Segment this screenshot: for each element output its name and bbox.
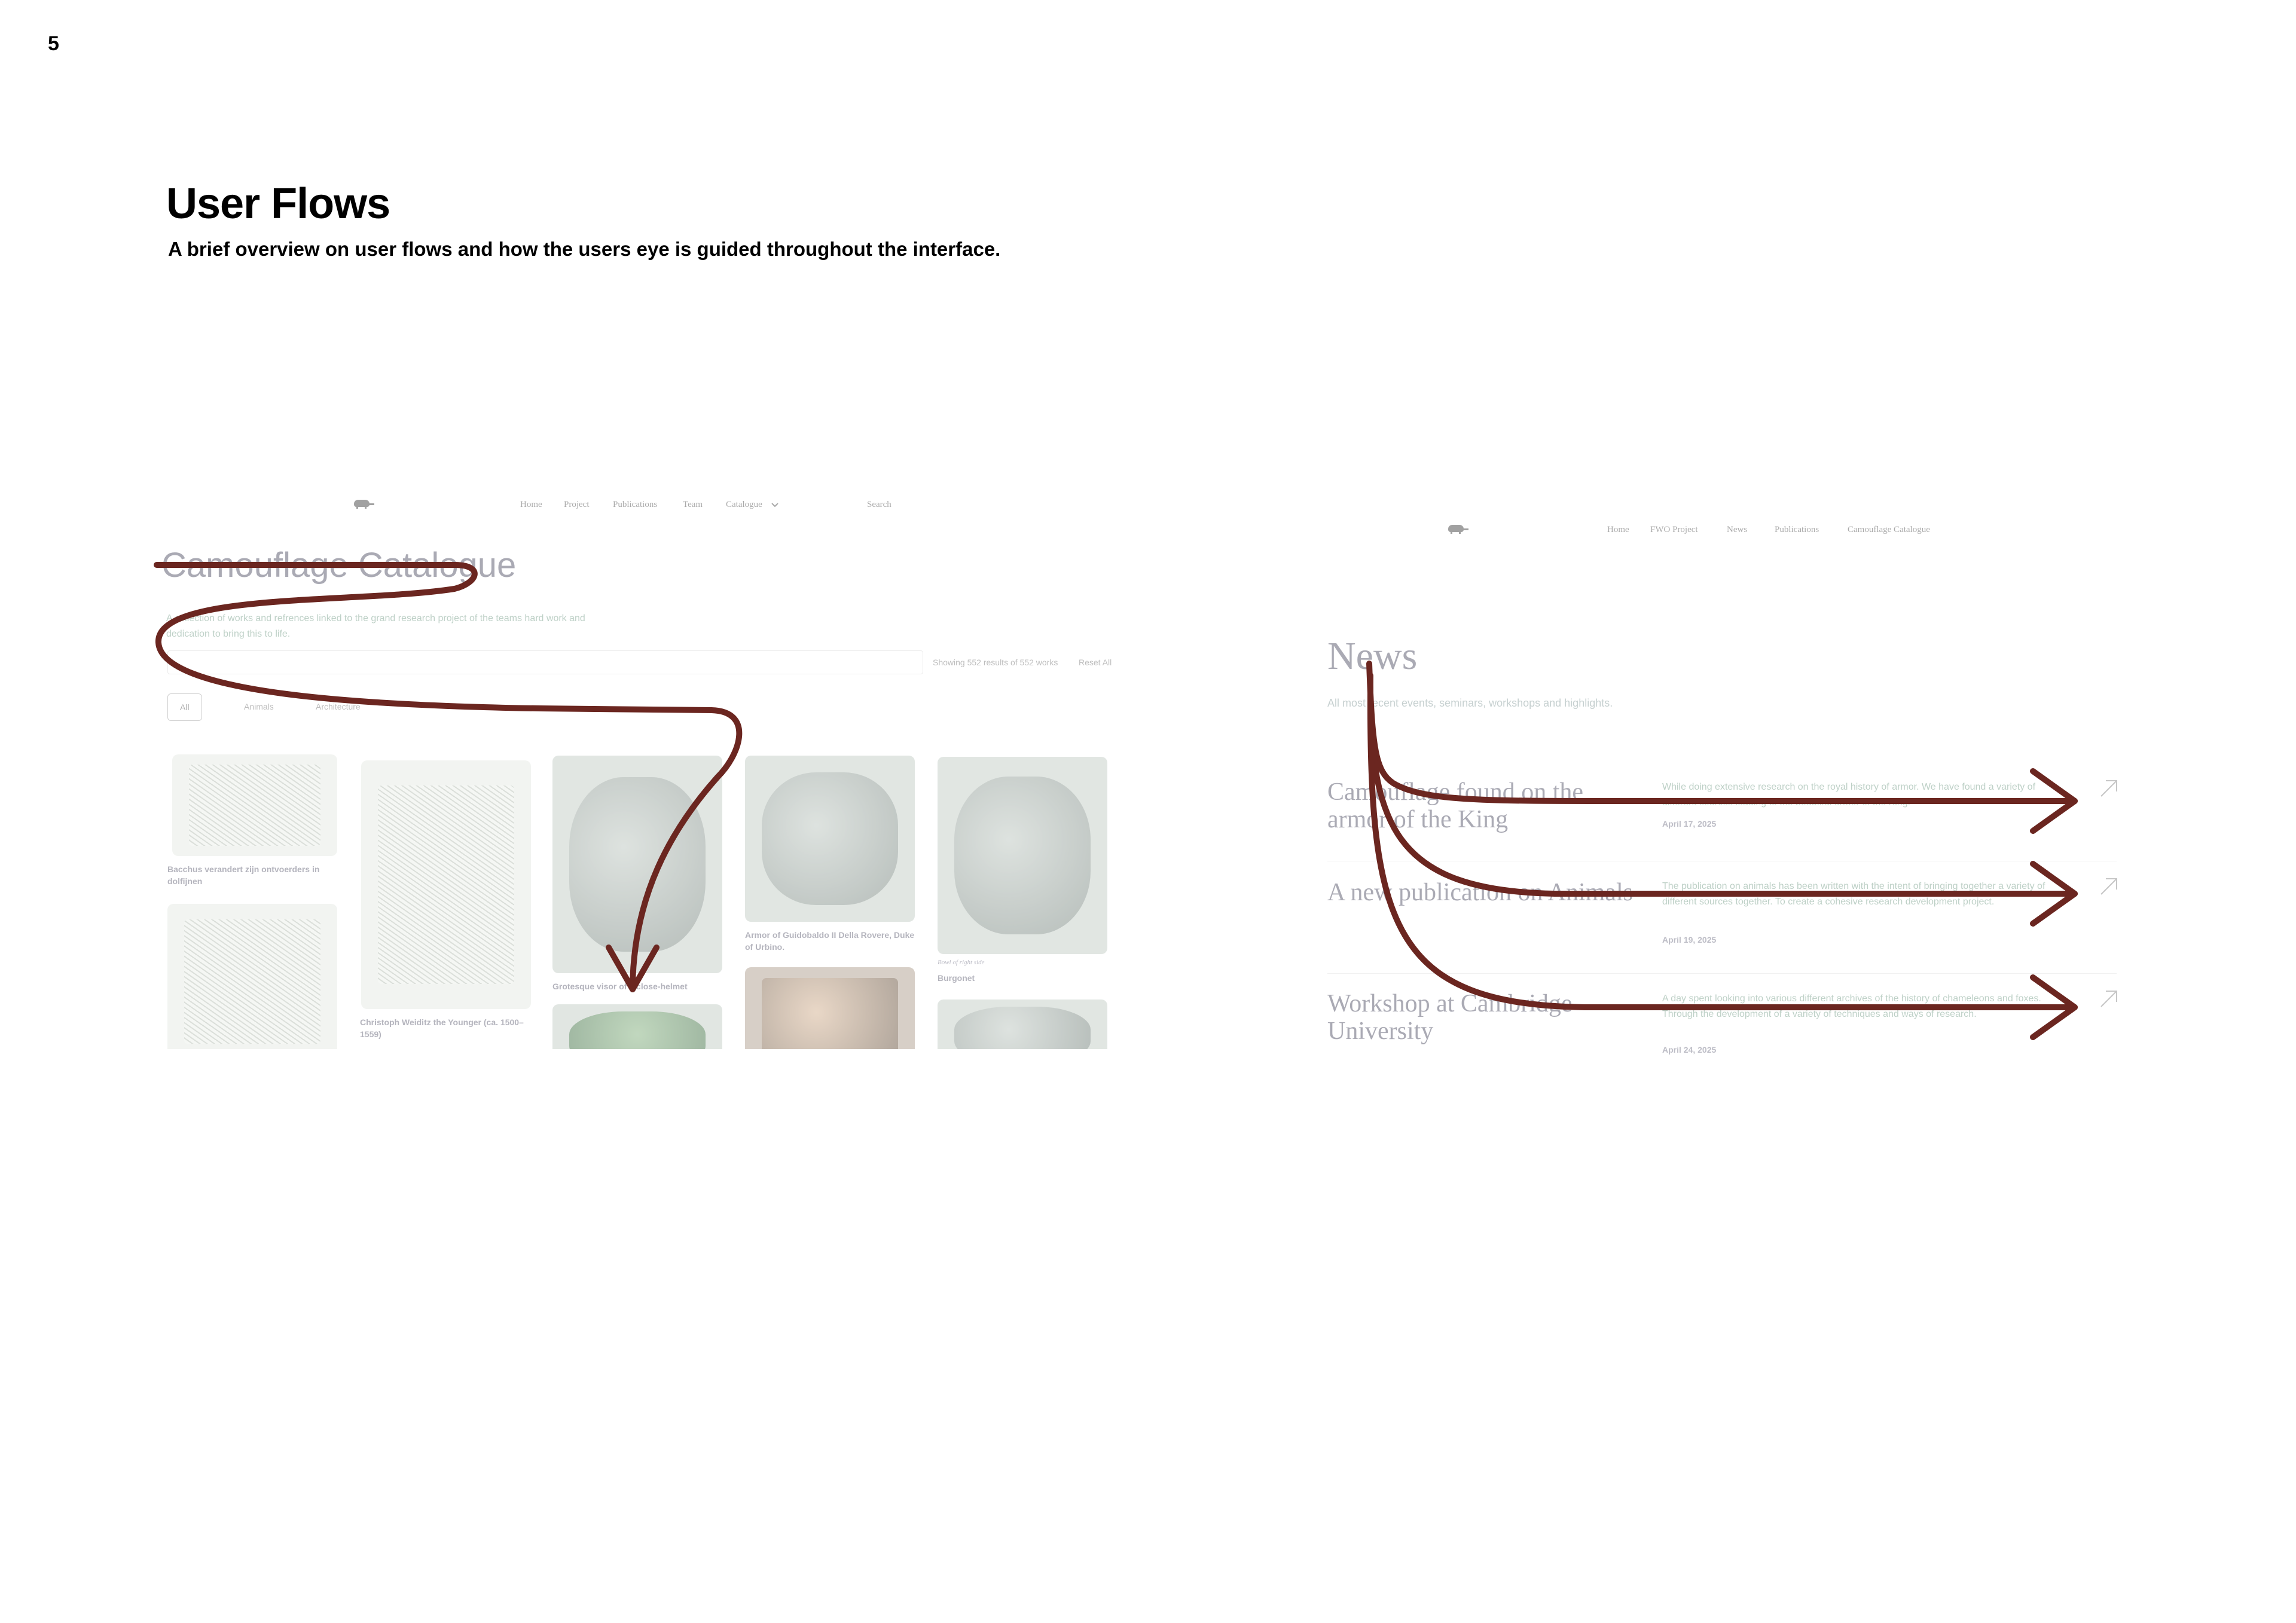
card-image[interactable] (552, 1004, 722, 1049)
divider (1327, 973, 2117, 974)
news-item-headline[interactable]: Camouflage found on the armor of the King (1327, 778, 1584, 833)
reset-all-button[interactable]: Reset All (1079, 658, 1112, 667)
nav-news[interactable]: News (1727, 525, 1748, 534)
external-arrow-icon[interactable] (2099, 989, 2119, 1009)
card-caption: Grotesque visor of a close-helmet (552, 982, 688, 991)
card-caption: Christoph Weiditz the Younger (ca. 1500–1559) (360, 1017, 524, 1039)
chevron-down-icon (771, 502, 778, 508)
news-item-headline[interactable]: A new publication on Animals (1327, 879, 1633, 906)
nav-publications[interactable]: Publications (1775, 525, 1819, 534)
news-item-date: April 24, 2025 (1662, 1045, 1717, 1055)
results-count: Showing 552 results of 552 works (933, 658, 1058, 667)
card-image[interactable] (938, 757, 1107, 954)
card-caption: Armor of Guidobaldo II Della Rovere, Duke of Urbino. (745, 930, 915, 952)
news-item-text: The publication on animals has been written with the intent of bringing together a variety of different sources together. To create a cohesive research development project. (1662, 881, 2045, 907)
card-caption: Burgonet (938, 973, 975, 983)
filter-all[interactable]: All (167, 693, 202, 721)
news-item-headline[interactable]: Workshop at Cambridge University (1327, 990, 1573, 1045)
catalogue-description: A collection of works and refrences linked to the grand research project of the teams hard work and dedication to bring this to life. (166, 613, 585, 639)
news-screenshot (1303, 502, 2141, 1064)
nav-camouflage-catalogue[interactable]: Camouflage Catalogue (1848, 525, 1930, 534)
nav-team[interactable]: Team (683, 500, 703, 509)
logo-animal-icon[interactable] (1446, 522, 1468, 533)
card-image[interactable] (745, 756, 915, 922)
nav-publications[interactable]: Publications (613, 500, 658, 509)
news-title: News (1327, 634, 1418, 678)
news-item-text: While doing extensive research on the royal history of armor. We have found a variety of different sources leading to the beautiful armor of the King. (1662, 782, 2036, 808)
card-image[interactable] (167, 904, 337, 1049)
card-image[interactable] (745, 967, 915, 1049)
catalogue-search-input[interactable] (167, 650, 923, 674)
card-image[interactable] (552, 756, 722, 973)
card-image[interactable] (938, 1000, 1107, 1049)
card-image[interactable] (172, 754, 337, 856)
filter-architecture[interactable]: Architecture (316, 702, 361, 711)
news-item-date: April 17, 2025 (1662, 819, 1717, 829)
filter-animals[interactable]: Animals (244, 702, 274, 711)
nav-catalogue[interactable]: Catalogue (726, 500, 762, 509)
nav-home[interactable]: Home (520, 500, 542, 509)
nav-home[interactable]: Home (1607, 525, 1629, 534)
catalogue-screenshot (161, 478, 1130, 1049)
logo-animal-icon[interactable] (352, 497, 374, 508)
page-subtitle: A brief overview on user flows and how the users eye is guided throughout the interface. (168, 238, 1001, 260)
catalogue-title: Camouflage Catalogue (161, 546, 517, 585)
nav-project[interactable]: Project (564, 500, 590, 509)
news-item-text: A day spent looking into various different archives of the history of chameleons and foxes. Through the development of a variety of techniques and ways of research. (1662, 994, 2041, 1019)
nav-search[interactable]: Search (867, 500, 891, 509)
external-arrow-icon[interactable] (2099, 778, 2119, 799)
card-caption: Bacchus verandert zijn ontvoerders in dolfijnen (167, 864, 320, 886)
card-image[interactable] (361, 760, 531, 1009)
news-item-date: April 19, 2025 (1662, 935, 1717, 945)
nav-fwo-project[interactable]: FWO Project (1650, 525, 1698, 534)
page-number: 5 (48, 32, 59, 55)
external-arrow-icon[interactable] (2099, 876, 2119, 897)
news-subtitle: All most recent events, seminars, workshops and highlights. (1327, 697, 1613, 709)
page-title: User Flows (166, 180, 390, 228)
card-subcaption: Bowl of right side (938, 959, 985, 966)
